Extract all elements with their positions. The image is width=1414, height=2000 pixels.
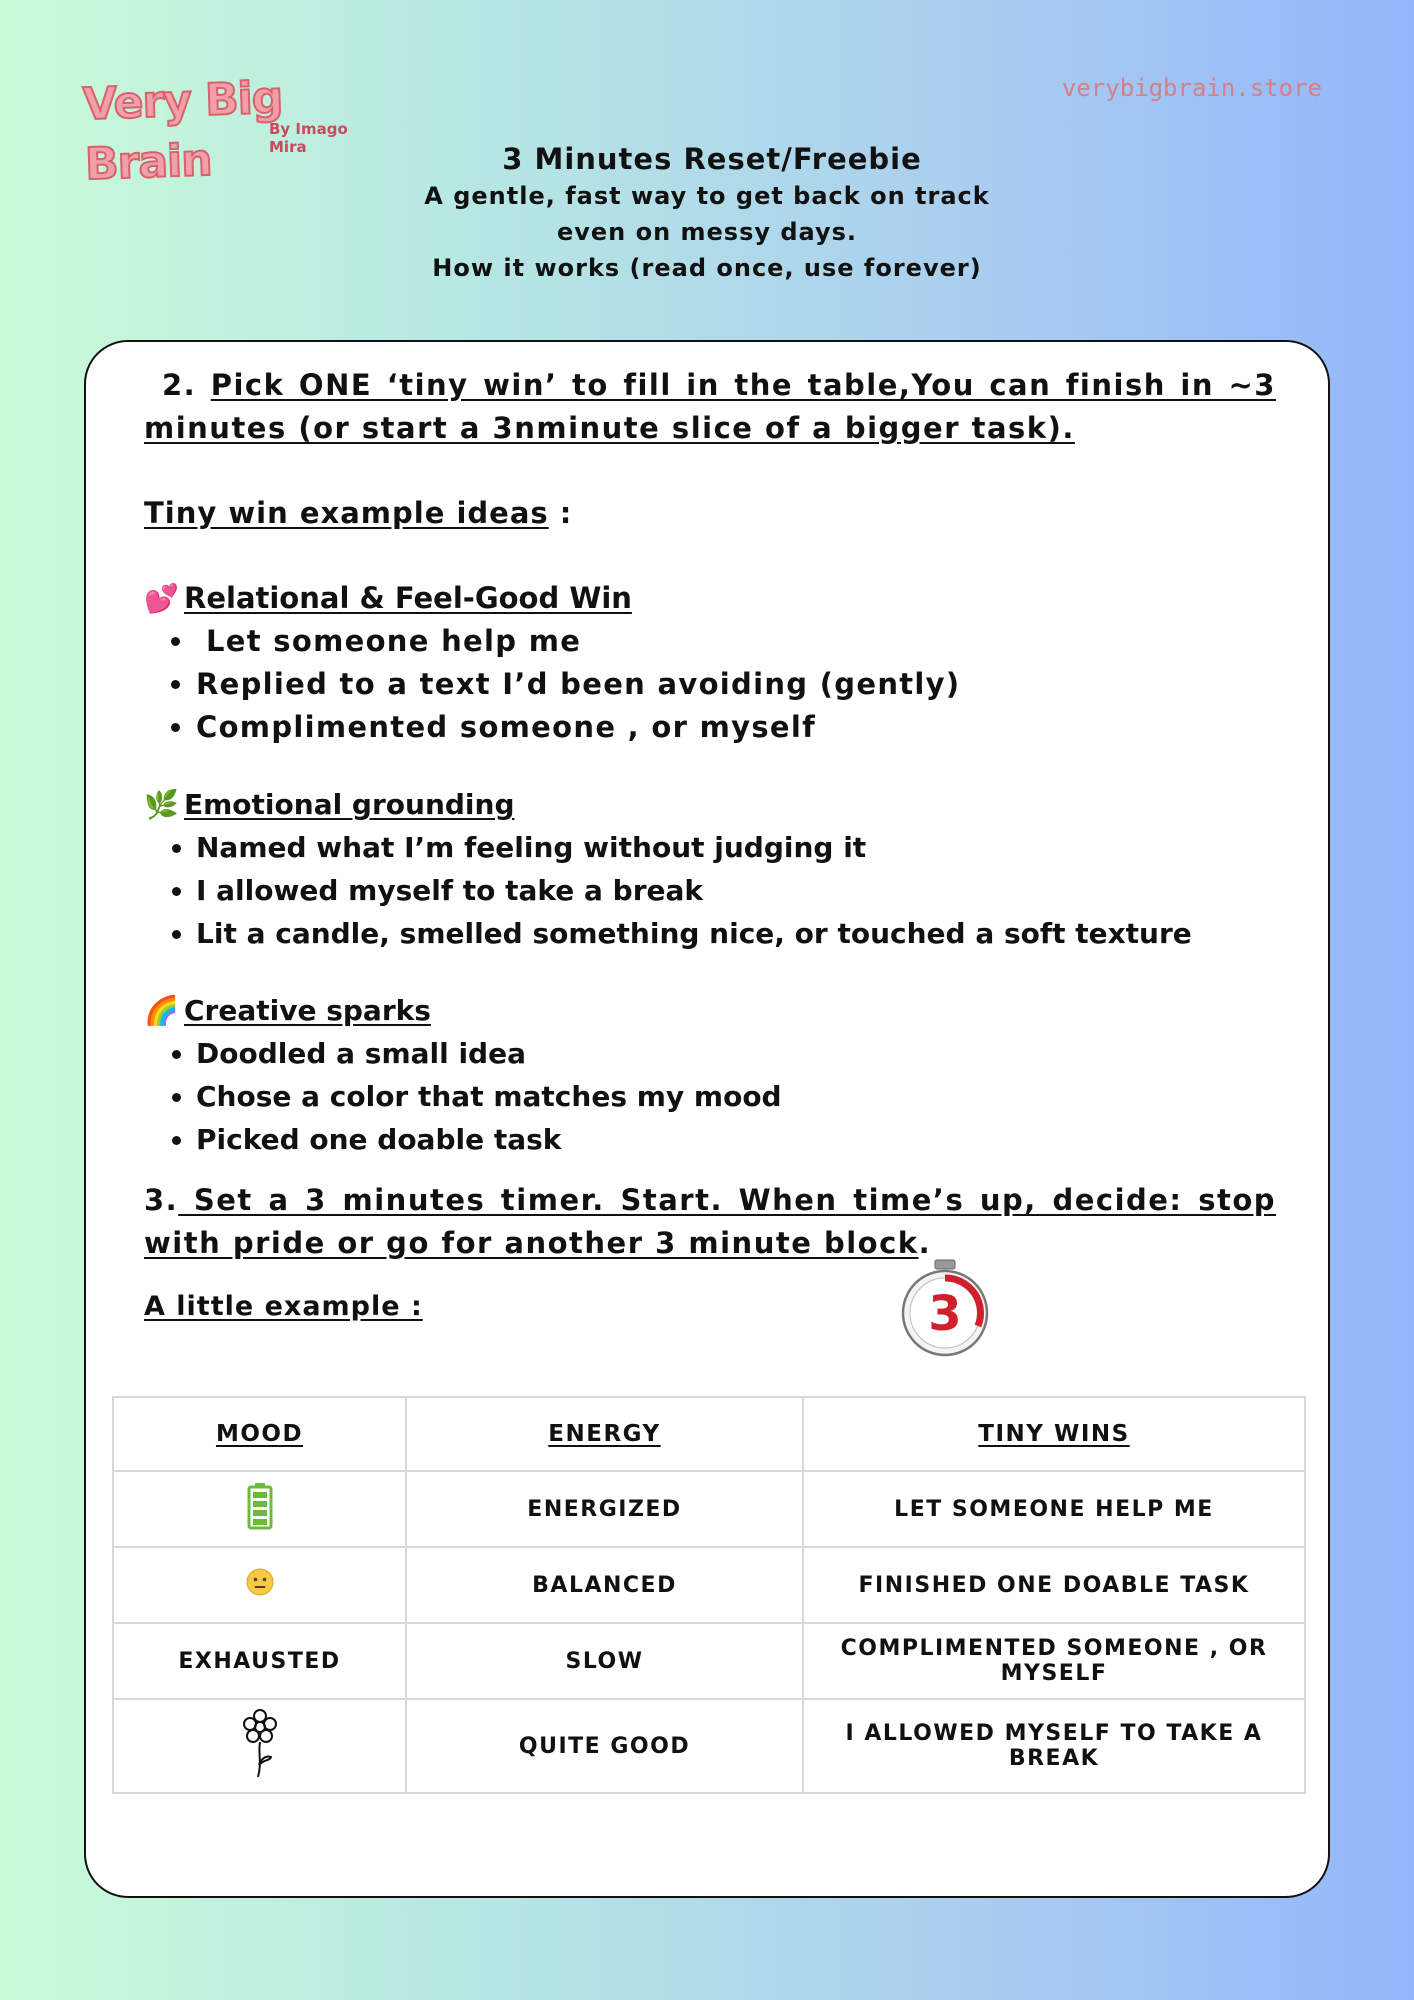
tiny-win-cell: I ALLOWED MYSELF TO TAKE A BREAK <box>803 1699 1305 1793</box>
category-list-relational <box>144 620 1276 749</box>
list-item: • Named what I’m feeling without judging it <box>196 826 1276 869</box>
two-hearts-icon: 💕 <box>144 582 179 615</box>
energy-cell: BALANCED <box>406 1547 803 1623</box>
table-header-row <box>113 1397 1305 1471</box>
logo <box>82 70 384 191</box>
logo-subtitle: By Imago Mira <box>269 120 348 156</box>
stopwatch-icon <box>900 1258 990 1358</box>
category-title: Relational & Feel-Good Win <box>184 581 632 615</box>
subtitle-line-1: A gentle, fast way to get back on track <box>424 182 990 210</box>
column-header-tiny-wins: TINY WINS <box>803 1397 1305 1471</box>
mood-cell <box>113 1699 406 1793</box>
column-header-mood: MOOD <box>113 1397 406 1471</box>
page-title: 3 Minutes Reset/Freebie <box>502 142 922 176</box>
herb-icon: 🌿 <box>144 788 179 821</box>
flower-doodle-icon <box>238 1707 282 1779</box>
list-item: • I allowed myself to take a break <box>196 869 1276 912</box>
mood-cell <box>113 1471 406 1547</box>
neutral-face-icon <box>245 1567 275 1597</box>
tiny-win-cell: LET SOMEONE HELP ME <box>803 1471 1305 1547</box>
page-header <box>0 142 1414 286</box>
step-3 <box>144 1179 1276 1265</box>
table-row <box>113 1471 1305 1547</box>
category-heading-relational <box>144 577 1276 620</box>
list-item: • Lit a candle, smelled something nice, or touched a soft texture <box>196 912 1276 955</box>
step-3-text: Set a 3 minutes timer. Start. When time’s up, decide: stop with pride or go for another 3 minute block <box>144 1183 1276 1260</box>
energy-cell: SLOW <box>406 1623 803 1699</box>
category-title: Emotional grounding <box>184 788 515 821</box>
list-item: • Picked one doable task <box>196 1118 1276 1161</box>
category-title: Creative sparks <box>184 994 431 1027</box>
category-heading-creative <box>144 989 1276 1032</box>
category-heading-emotional <box>144 783 1276 826</box>
column-header-energy: ENERGY <box>406 1397 803 1471</box>
rainbow-icon: 🌈 <box>144 994 179 1027</box>
step-2-number: 2. <box>162 368 197 402</box>
content-card <box>84 340 1330 1898</box>
list-item: • Replied to a text I’d been avoiding (gently) <box>196 663 1276 706</box>
example-label: A little example : <box>144 1291 423 1322</box>
list-item: • Complimented someone , or myself <box>196 706 1276 749</box>
table-row <box>113 1547 1305 1623</box>
card-content <box>144 364 1276 1327</box>
subtitle-line-3: How it works (read once, use forever) <box>432 254 982 282</box>
logo-text: Very Big Brain <box>82 72 284 191</box>
step-3-end: . <box>918 1226 932 1260</box>
mood-cell: EXHAUSTED <box>113 1623 406 1699</box>
list-item: • Let someone help me <box>196 620 1276 663</box>
category-list-emotional <box>144 826 1276 955</box>
energy-cell: QUITE GOOD <box>406 1699 803 1793</box>
energy-cell: ENERGIZED <box>406 1471 803 1547</box>
list-item: • Chose a color that matches my mood <box>196 1075 1276 1118</box>
subtitle-line-2: even on messy days. <box>556 218 858 246</box>
table-row <box>113 1699 1305 1793</box>
step-3-number: 3. <box>144 1183 179 1217</box>
step-2 <box>144 364 1276 450</box>
tiny-wins-heading <box>144 492 1276 535</box>
category-list-creative <box>144 1032 1276 1161</box>
table-row <box>113 1623 1305 1699</box>
mood-cell <box>113 1547 406 1623</box>
tiny-wins-heading-text: Tiny win example ideas <box>144 496 549 530</box>
site-url[interactable]: verybigbrain.store <box>1061 74 1322 102</box>
step-2-text: Pick ONE ‘tiny win’ to fill in the table,You can finish in ~3 minutes (or start a 3nminute slice of a bigger task). <box>144 368 1276 445</box>
battery-full-icon <box>247 1482 273 1530</box>
list-item: • Doodled a small idea <box>196 1032 1276 1075</box>
tiny-win-cell: FINISHED ONE DOABLE TASK <box>803 1547 1305 1623</box>
tiny-win-cell: COMPLIMENTED SOMEONE , OR MYSELF <box>803 1623 1305 1699</box>
tiny-wins-colon: : <box>548 496 573 530</box>
timer-digit: 3 <box>928 1286 962 1342</box>
tiny-wins-table <box>112 1396 1306 1794</box>
